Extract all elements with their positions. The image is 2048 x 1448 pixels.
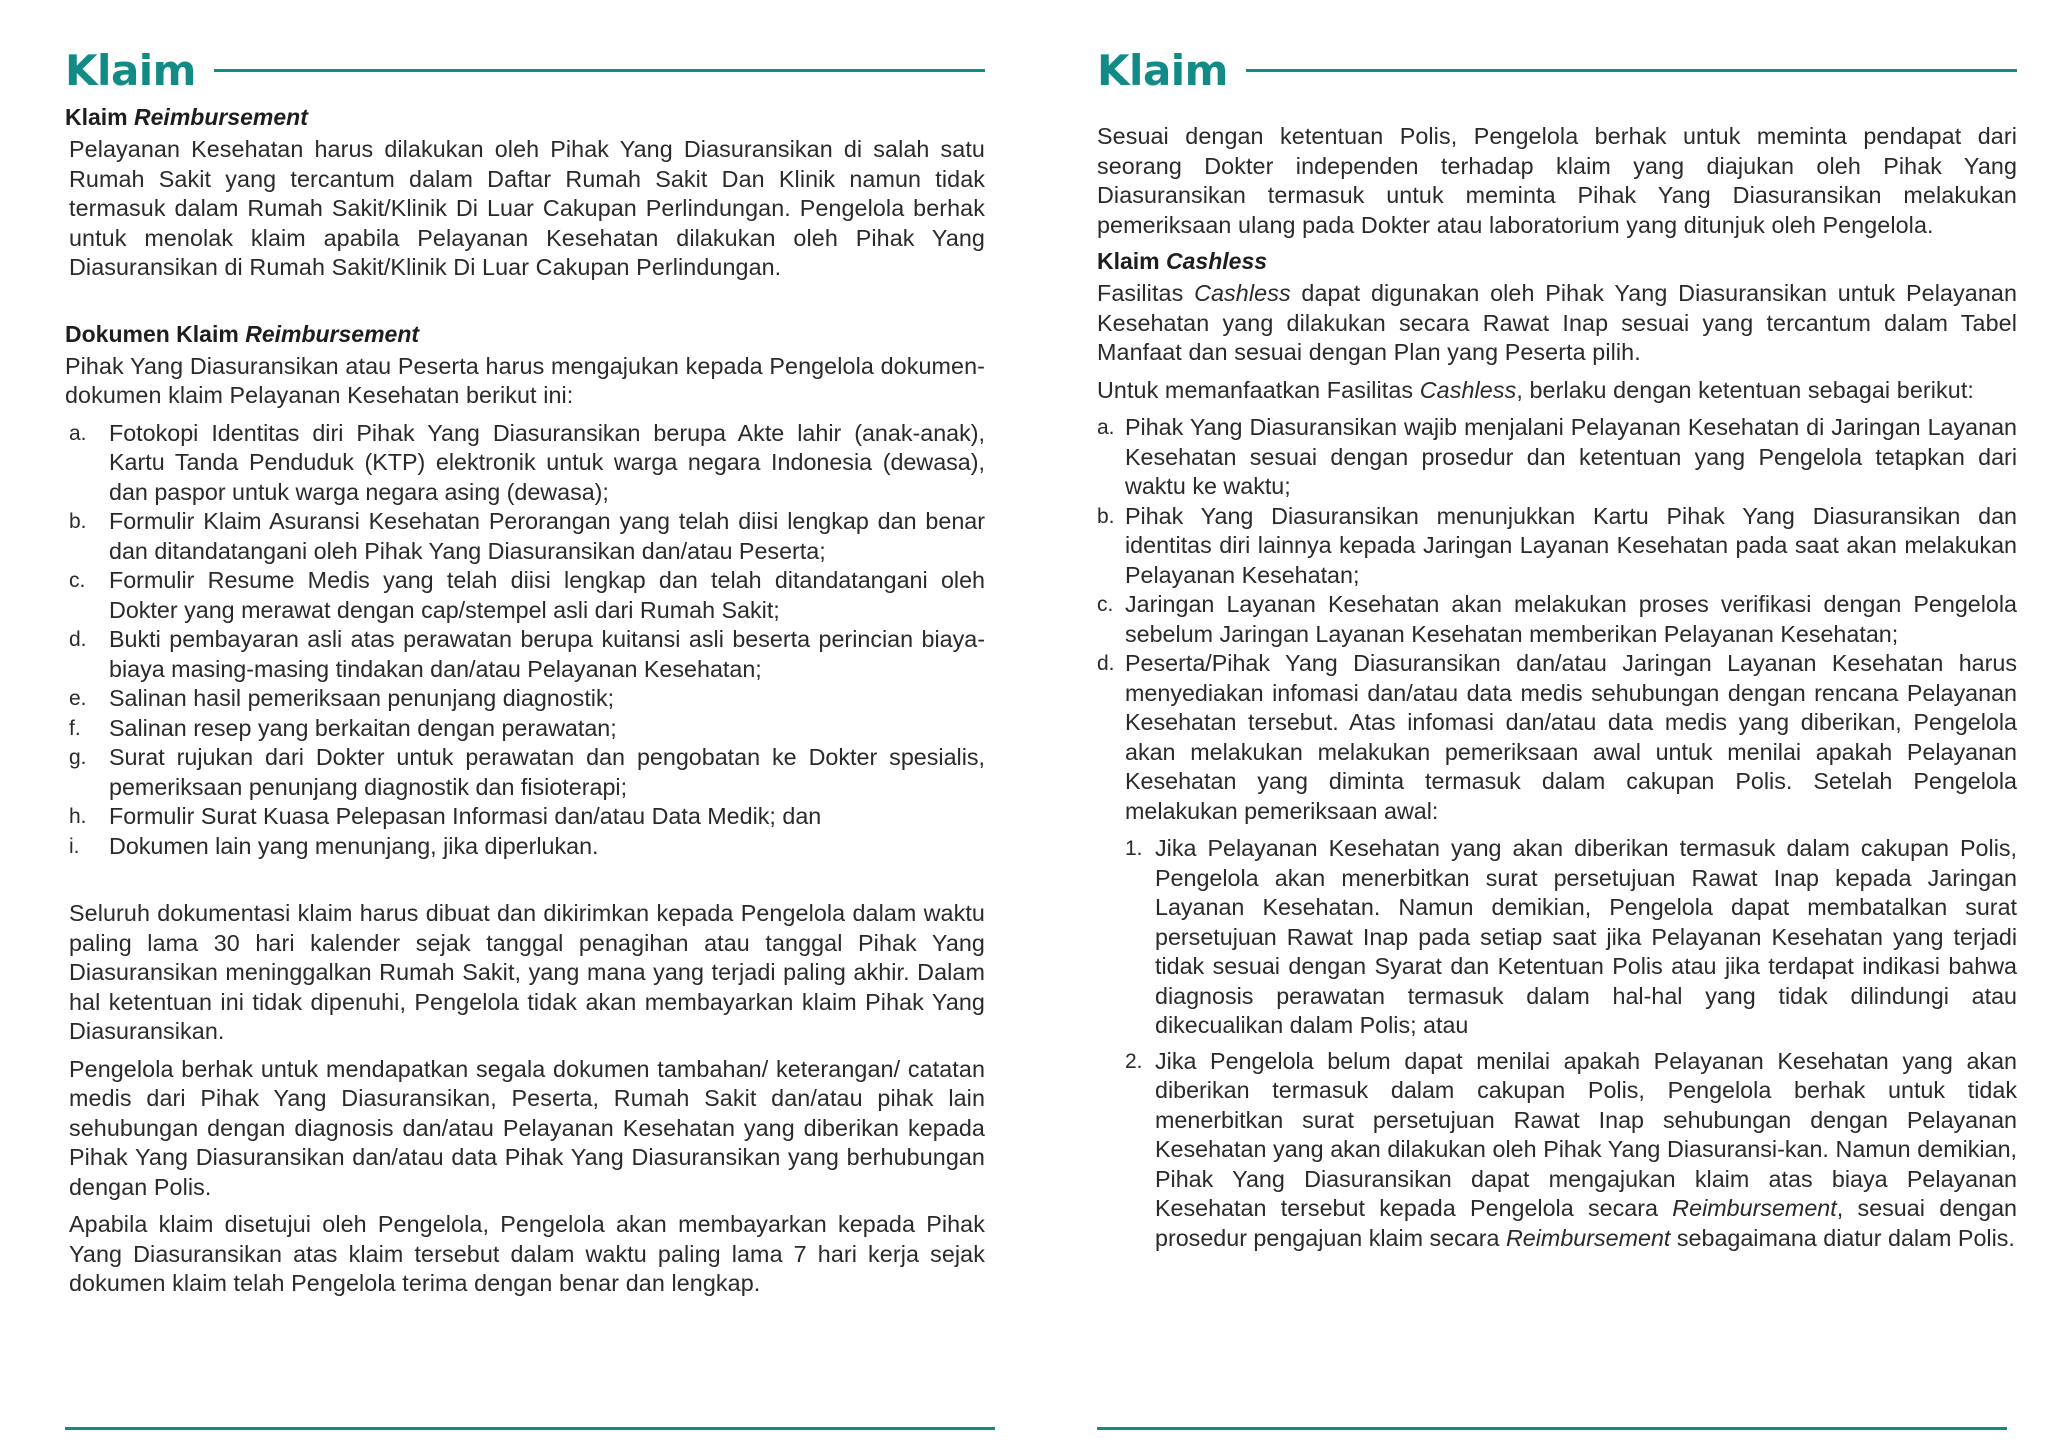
list-item: c. Jaringan Layanan Kesehatan akan melakukan proses verifikasi dengan Pengelola sebelum Jaringan Layanan Kesehatan memberikan Pelayanan Kesehatan; [1097,591,2017,647]
list-item: b. Pihak Yang Diasuransikan menunjukkan Kartu Pihak Yang Diasuransikan dan identitas diri lainnya kepada Jaringan Layanan Kesehatan pada saat akan melakukan Pelayanan Kesehatan; [1097,502,2017,588]
right-header [1097,40,2017,100]
left-column [65,40,985,1307]
list-item: a. Pihak Yang Diasuransikan wajib menjalani Pelayanan Kesehatan di Jaringan Layanan Kesehatan sesuai dengan prosedur dan ketentuan yang Pengelola tetapkan dari waktu ke waktu; [1097,414,2017,499]
list-item: g. Surat rujukan dari Dokter untuk perawatan dan pengobatan ke Dokter spesialis, pemeriksaan penunjang diagnostik dan fisioterapi; [69,744,985,800]
cashless-list [1097,413,2017,826]
list-item: c. Formulir Resume Medis yang telah diisi lengkap dan telah ditandatangani oleh Dokter yang merawat dengan cap/stempel asli dari Rumah Sakit; [69,567,985,623]
list-item: b. Formulir Klaim Asuransi Kesehatan Perorangan yang telah diisi lengkap dan benar dan ditandatangani oleh Pihak Yang Diasuransikan dan/atau Peserta; [69,508,985,564]
list-item: i. Dokumen lain yang menunjang, jika diperlukan. [69,832,599,859]
right-column [1097,40,2017,1261]
list-item: 1. Jika Pelayanan Kesehatan yang akan diberikan termasuk dalam cakupan Polis, Pengelola akan menerbitkan surat persetujuan Rawat Inap kepada Jaringan Layanan Kesehatan. Namun demikian, Pengelola dapat membatalkan surat persetujuan Rawat Inap pada setiap saat jika Pelayanan Kesehatan yang terjadi tidak sesuai dengan Syarat dan Ketentuan Polis atau jika terdapat indikasi bahwa diagnosis perawatan termasuk dalam hal-hal yang tidak dilindungi atau dikecualikan dalam Polis; atau [1125,835,2017,1038]
paragraph: Pihak Yang Diasuransikan atau Peserta harus mengajukan kepada Pengelola dokumen-dokumen klaim Pelayanan Kesehatan berikut ini: [65,352,985,408]
list-item: h. Formulir Surat Kuasa Pelepasan Informasi dan/atau Data Medik; dan [69,803,822,829]
section-heading-klaim-reimbursement: Klaim Reimbursement [65,104,308,130]
title-rule [214,69,985,72]
paragraph: Pelayanan Kesehatan harus dilakukan oleh Pihak Yang Diasuransikan di salah satu Rumah Sakit yang tercantum dalam Daftar Rumah Sakit Dan Klinik namun tidak termasuk dalam Rumah Sakit/Klinik Di Luar Cakupan Perlindungan. Pengelola berhak untuk menolak klaim apabila Pelayanan Kesehatan dilakukan oleh Pihak Yang Diasuransikan di Rumah Sakit/Klinik Di Luar Cakupan Perlindungan. [69,136,985,280]
section-heading-dokumen-klaim: Dokumen Klaim Reimbursement [65,320,420,347]
title-rule [1246,69,2017,72]
footer-rule-right [1097,1427,2007,1430]
footer-rule-left [65,1427,995,1430]
page-title: Klaim [65,45,196,95]
list-item: a. Fotokopi Identitas diri Pihak Yang Diasuransikan berupa Akte lahir (anak-anak), Kartu Tanda Penduduk (KTP) elektronik untuk warga negara Indonesia (dewasa), dan paspor untuk warga negara asing (dewasa); [69,419,985,505]
numbered-list [1097,834,2017,1253]
paragraph: Untuk memanfaatkan Fasilitas Cashless, berlaku dengan ketentuan sebagai berikut: [1097,376,1974,403]
paragraph: Sesuai dengan ketentuan Polis, Pengelola berhak untuk meminta pendapat dari seorang Dokter independen terhadap klaim yang diajukan oleh Pihak Yang Diasuransikan termasuk untuk meminta Pihak Yang Diasuransikan melakukan pemeriksaan ulang pada Dokter atau laboratorium yang ditunjuk oleh Pengelola. [1097,123,2017,238]
section-heading-klaim-cashless: Klaim Cashless [1097,248,1268,274]
list-item: d. Peserta/Pihak Yang Diasuransikan dan/atau Jaringan Layanan Kesehatan harus menyediakan infomasi dan/atau data medis sehubungan dengan rencana Pelayanan Kesehatan tersebut. Atas infomasi dan/atau data medis yang diberikan, Pengelola akan melakukan melakukan pemeriksaan awal untuk menilai apakah Pelayanan Kesehatan yang diminta termasuk dalam cakupan Polis. Setelah Pengelola melakukan pemeriksaan awal: [1097,650,2017,824]
paragraph: Apabila klaim disetujui oleh Pengelola, Pengelola akan membayarkan kepada Pihak Yang Diasuransikan atas klaim tersebut dalam waktu paling lama 7 hari kerja sejak dokumen klaim telah Pengelola terima dengan benar dan lengkap. [69,1211,985,1296]
paragraph: Seluruh dokumentasi klaim harus dibuat dan dikirimkan kepada Pengelola dalam waktu paling lama 30 hari kalender sejak tanggal penagihan atau tanggal Pihak Yang Diasuransikan meninggalkan Rumah Sakit, yang mana yang terjadi paling akhir. Dalam hal ketentuan ini tidak dipenuhi, Pengelola tidak akan membayarkan klaim Pihak Yang Diasuransikan. [69,900,985,1044]
list-item: e. Salinan hasil pemeriksaan penunjang diagnostik; [69,685,615,711]
list-item: d. Bukti pembayaran asli atas perawatan berupa kuitansi asli beserta perincian biaya-biaya masing-masing tindakan dan/atau Pelayanan Kesehatan; [69,626,985,682]
paragraph: Pengelola berhak untuk mendapatkan segala dokumen tambahan/ keterangan/ catatan medis dari Pihak Yang Diasuransikan, Peserta, Rumah Sakit dan/atau pihak lain sehubungan dengan diagnosis dan/atau Pelayanan Kesehatan yang diberikan kepada Pihak Yang Diasuransikan dan/atau data Pihak Yang Diasuransikan yang berhubungan dengan Polis. [69,1055,985,1200]
list-item: f. Salinan resep yang berkaitan dengan perawatan; [69,714,617,741]
list-item: 2. Jika Pengelola belum dapat menilai apakah Pelayanan Kesehatan yang akan diberikan termasuk dalam cakupan Polis, Pengelola berhak untuk tidak menerbitkan surat persetujuan Rawat Inap sehubungan dengan Pelayanan Kesehatan yang akan dilakukan oleh Pihak Yang Diasuransi-kan. Namun demikian, Pihak Yang Diasuransikan dapat mengajukan klaim atas biaya Pelayanan Kesehatan tersebut kepada Pengelola secara Reimbursement, sesuai dengan prosedur pengajuan klaim secara Reimbursement sebagaimana diatur dalam Polis. [1125,1047,2017,1251]
paragraph: Fasilitas Cashless dapat digunakan oleh Pihak Yang Diasuransikan untuk Pelayanan Kesehatan yang dilakukan secara Rawat Inap sesuai yang tercantum dalam Tabel Manfaat dan sesuai dengan Plan yang Peserta pilih. [1097,280,2018,365]
page-title: Klaim [1097,45,1228,95]
document-list [65,419,985,862]
left-header [65,40,985,100]
